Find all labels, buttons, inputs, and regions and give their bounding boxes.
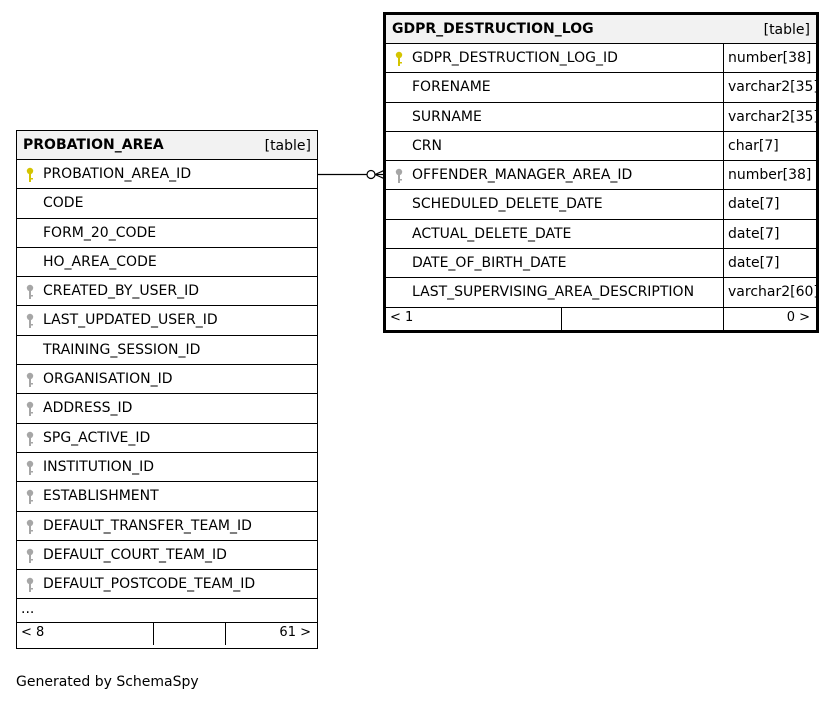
column-type: date[7] — [728, 255, 780, 272]
table-row[interactable] — [17, 512, 317, 541]
foreign-key-icon — [25, 431, 35, 447]
column-name: CODE — [43, 195, 84, 212]
column-type: varchar2[60] — [728, 284, 819, 301]
column-name: ACTUAL_DELETE_DATE — [412, 225, 572, 242]
column-name: CREATED_BY_USER_ID — [43, 283, 200, 300]
column-type: number[38] — [728, 50, 812, 66]
table-row[interactable] — [17, 424, 317, 453]
primary-key-icon — [25, 167, 35, 183]
column-list — [17, 160, 317, 599]
column-type: varchar2[35] — [728, 108, 819, 125]
column-name: SPG_ACTIVE_ID — [43, 429, 151, 446]
foreign-key-icon — [25, 372, 35, 388]
foreign-key-icon — [25, 284, 35, 300]
foreign-key-icon — [25, 519, 35, 535]
foreign-key-icon — [25, 548, 35, 564]
relationship-zero-marker — [367, 171, 375, 179]
column-name: DEFAULT_TRANSFER_TEAM_ID — [43, 517, 252, 534]
table-row[interactable] — [386, 249, 816, 278]
parents-count[interactable]: < 1 — [390, 309, 414, 325]
column-type-cell — [723, 44, 816, 72]
table-header — [17, 131, 317, 160]
table-footer — [386, 308, 816, 330]
column-name: DATE_OF_BIRTH_DATE — [412, 255, 567, 272]
table-row[interactable] — [17, 394, 317, 423]
column-type: varchar2[35] — [728, 79, 819, 96]
column-type-cell — [723, 249, 816, 277]
column-type-cell — [723, 278, 819, 306]
foreign-key-icon — [394, 168, 404, 184]
table-row[interactable] — [386, 103, 819, 132]
probation-area-table[interactable] — [16, 130, 318, 649]
column-name: ORGANISATION_ID — [43, 371, 173, 388]
column-type: date[7] — [728, 196, 780, 213]
column-name: LAST_UPDATED_USER_ID — [43, 312, 218, 329]
table-kind: [table] — [763, 22, 810, 38]
footer-divider — [561, 308, 562, 330]
column-type-cell — [723, 220, 816, 248]
column-name: FORENAME — [412, 79, 491, 96]
foreign-key-icon — [25, 577, 35, 593]
column-name: TRAINING_SESSION_ID — [43, 341, 201, 358]
column-name: OFFENDER_MANAGER_AREA_ID — [412, 167, 633, 184]
column-name: CRN — [412, 137, 442, 154]
children-count[interactable]: 61 > — [279, 625, 311, 641]
column-type-cell — [723, 103, 819, 131]
column-type-cell — [723, 73, 819, 101]
table-row[interactable] — [17, 365, 317, 394]
table-row[interactable] — [386, 220, 816, 249]
table-name: PROBATION_AREA — [23, 137, 164, 153]
table-row[interactable] — [17, 541, 317, 570]
column-type: char[7] — [728, 137, 779, 154]
column-name: GDPR_DESTRUCTION_LOG_ID — [412, 50, 618, 66]
column-name: ADDRESS_ID — [43, 400, 133, 417]
table-row[interactable] — [386, 278, 819, 307]
foreign-key-icon — [25, 460, 35, 476]
generated-by-credit: Generated by SchemaSpy — [16, 674, 199, 690]
table-row[interactable] — [17, 248, 317, 277]
column-name: LAST_SUPERVISING_AREA_DESCRIPTION — [412, 284, 695, 301]
table-row[interactable] — [386, 132, 816, 161]
table-row[interactable] — [17, 482, 317, 511]
column-name: DEFAULT_POSTCODE_TEAM_ID — [43, 576, 256, 593]
column-type: number[38] — [728, 167, 812, 184]
parents-count[interactable]: < 8 — [21, 625, 45, 641]
footer-divider — [723, 308, 724, 330]
foreign-key-icon — [25, 313, 35, 329]
table-row[interactable] — [17, 189, 317, 218]
table-row[interactable] — [17, 306, 317, 335]
table-row[interactable] — [386, 73, 819, 102]
table-footer — [17, 623, 317, 645]
column-type-cell — [723, 190, 816, 218]
column-name: INSTITUTION_ID — [43, 458, 155, 475]
column-name: SCHEDULED_DELETE_DATE — [412, 196, 603, 213]
table-row[interactable] — [17, 570, 317, 599]
table-header — [386, 15, 816, 44]
table-row[interactable] — [17, 219, 317, 248]
gdpr-destruction-log-table[interactable] — [383, 12, 819, 333]
primary-key-icon — [394, 51, 404, 67]
foreign-key-icon — [25, 401, 35, 417]
column-name: SURNAME — [412, 108, 482, 125]
column-type-cell — [723, 161, 816, 189]
column-type-cell — [723, 132, 816, 160]
footer-divider — [153, 623, 154, 645]
table-row[interactable] — [386, 161, 816, 190]
ellipsis-text: ... — [21, 601, 35, 618]
table-row[interactable] — [17, 160, 317, 189]
more-columns-ellipsis — [17, 599, 317, 623]
column-list — [386, 44, 819, 308]
column-name: DEFAULT_COURT_TEAM_ID — [43, 546, 227, 563]
table-row[interactable] — [386, 44, 816, 73]
table-kind: [table] — [264, 138, 311, 154]
column-name: FORM_20_CODE — [43, 224, 157, 241]
footer-divider — [225, 623, 226, 645]
table-row[interactable] — [17, 453, 317, 482]
table-name: GDPR_DESTRUCTION_LOG — [392, 21, 594, 37]
foreign-key-icon — [25, 489, 35, 505]
table-row[interactable] — [17, 336, 317, 365]
column-name: PROBATION_AREA_ID — [43, 166, 192, 182]
column-name: ESTABLISHMENT — [43, 488, 159, 505]
column-name: HO_AREA_CODE — [43, 253, 157, 270]
children-count[interactable]: 0 > — [786, 309, 810, 325]
table-row[interactable] — [17, 277, 317, 306]
table-row[interactable] — [386, 190, 816, 219]
column-type: date[7] — [728, 225, 780, 242]
